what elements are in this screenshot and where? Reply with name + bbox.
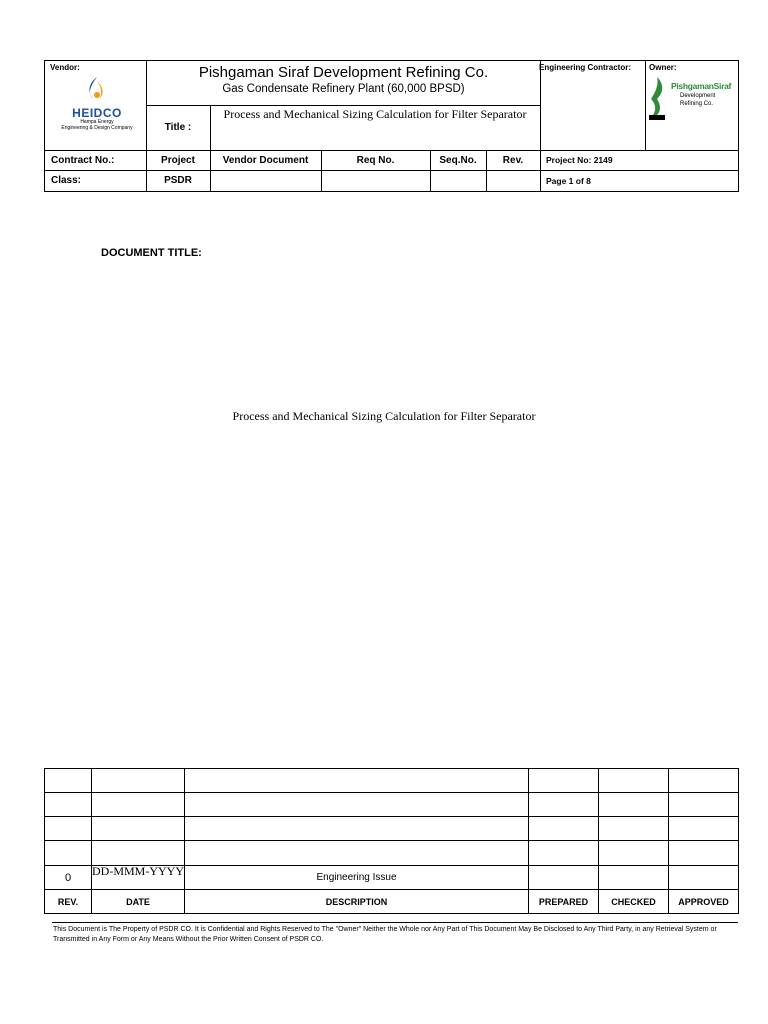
owner-logo-name: PishgamanSiraf [671, 81, 732, 91]
rev-entry-rev: 0 [64, 871, 72, 884]
description-col-header: DESCRIPTION [325, 896, 388, 907]
contract-no-label: Contract No.: [51, 154, 115, 166]
owner-label: Owner: [649, 63, 677, 72]
page-number: Page 1 of 8 [546, 175, 591, 186]
prepared-col-header: PREPARED [538, 896, 589, 907]
vendor-logo-name: HEIDCO [72, 106, 122, 120]
document-title-label: DOCUMENT TITLE: [101, 247, 202, 259]
heidco-flame-icon [53, 75, 141, 103]
checked-col-header: CHECKED [611, 896, 656, 907]
seq-no-header: Seq.No. [439, 154, 477, 166]
confidentiality-notice: This Document is The Property of PSDR CO. It is Confidential and Rights Reserved to The "Owner" Neither the Whole nor Any Part of This Document May Be Disclosed to Any Third Party, in any Retrieval System or Transmitted in Any Form or Any Means Without the Prior Written Consent of PSDR CO. [53, 926, 717, 943]
title-label: Title : [164, 122, 192, 133]
revision-table [44, 768, 739, 914]
engineering-contractor-label: Engineering Contractor: [539, 63, 632, 72]
footer-divider [52, 922, 738, 923]
document-header [44, 60, 739, 192]
vendor-document-header: Vendor Document [222, 154, 309, 166]
class-value: PSDR [164, 175, 192, 186]
owner-logo [647, 75, 737, 123]
rev-entry-date: DD-MMM-YYYY [92, 865, 184, 878]
owner-logo-line1: Development [680, 93, 716, 99]
owner-logo-line2: Refining Co. [680, 101, 714, 107]
header-title: Process and Mechanical Sizing Calculation for Filter Separator [223, 107, 527, 121]
vendor-label: Vendor: [50, 63, 80, 72]
project-no: Project No: 2149 [546, 155, 613, 165]
class-label: Class: [51, 175, 82, 186]
company-name: Pishgaman Siraf Development Refining Co. [198, 64, 489, 81]
rev-header: Rev. [502, 154, 524, 166]
plant-name: Gas Condensate Refinery Plant (60,000 BPSD) [222, 83, 465, 95]
approved-col-header: APPROVED [678, 896, 729, 907]
project-header: Project [161, 154, 195, 166]
vendor-logo [53, 75, 141, 131]
rev-entry-description: Engineering Issue [316, 872, 397, 883]
rev-col-header: REV. [57, 896, 79, 907]
owner-flame-icon [647, 75, 669, 121]
vendor-logo-line1: Hampa Energy [80, 119, 114, 125]
vendor-logo-line2: Engineering & Design Company [61, 125, 133, 131]
document-title: Process and Mechanical Sizing Calculation for Filter Separator [232, 409, 536, 423]
date-col-header: DATE [126, 896, 150, 907]
req-no-header: Req No. [356, 154, 395, 166]
